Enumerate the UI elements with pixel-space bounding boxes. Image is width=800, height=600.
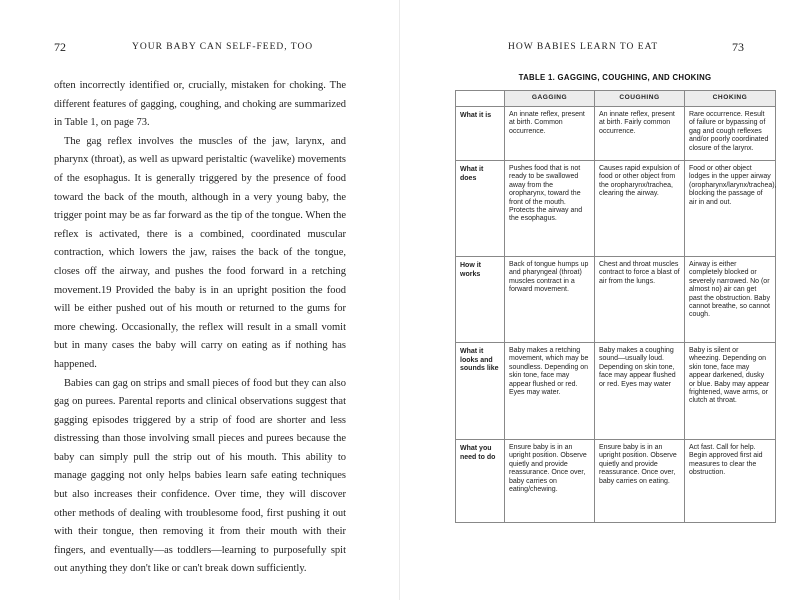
table-cell: Baby makes a coughing sound—usually loud. Depending on skin tone, face may appear flushed or red. Eyes may water <box>595 343 685 440</box>
row-header: What you need to do <box>456 440 505 523</box>
table-row <box>456 257 776 343</box>
table-cell: Baby makes a retching movement, which may be soundless. Depending on skin tone, face may appear flushed or red. Eyes may water. <box>505 343 595 440</box>
table-cell: Back of tongue humps up and pharyngeal (throat) muscles contract in a forward movement. <box>505 257 595 343</box>
row-header: What it is <box>456 107 505 161</box>
left-page-number: 72 <box>54 40 66 54</box>
table-header-row <box>456 91 776 107</box>
right-running-head: HOW BABIES LEARN TO EAT <box>508 42 659 52</box>
table-cell: Ensure baby is in an upright position. Observe quietly and provide reassurance. Once over, baby carries on eating. <box>595 440 685 523</box>
row-header: How it works <box>456 257 505 343</box>
column-header-coughing: COUGHING <box>595 91 685 107</box>
body-text <box>54 77 346 579</box>
table-row <box>456 440 776 523</box>
table-cell: Chest and throat muscles contract to force a blast of air from the lungs. <box>595 257 685 343</box>
table-title: TABLE 1. GAGGING, COUGHING, AND CHOKING <box>518 73 712 82</box>
column-header-choking: CHOKING <box>685 91 776 107</box>
table-row <box>456 343 776 440</box>
paragraph: often incorrectly identified or, crucially, mistaken for choking. The different features of gagging, coughing, and choking are summarized in Table 1, on page 73. <box>54 80 346 129</box>
table-cell: Causes rapid expulsion of food or other object from the oropharynx/trachea, clearing the airway. <box>595 161 685 257</box>
table-row <box>456 107 776 161</box>
row-header: What it does <box>456 161 505 257</box>
comparison-table <box>455 90 776 523</box>
table-cell: Food or other object lodges in the upper airway (oropharynx/larynx/trachea), blocking the passage of air in and out. <box>685 161 776 257</box>
table-row <box>456 161 776 257</box>
table-cell: An innate reflex, present at birth. Fairly common occurrence. <box>595 107 685 161</box>
right-page-number: 73 <box>732 40 744 54</box>
table-cell: Act fast. Call for help. Begin approved first aid measures to clear the obstruction. <box>685 440 776 523</box>
row-header: What it looks and sounds like <box>456 343 505 440</box>
table-cell: Ensure baby is in an upright position. Observe quietly and provide reassurance. Once over, baby carries on eating/chewing. <box>505 440 595 523</box>
paragraph: The gag reflex involves the muscles of the jaw, larynx, and pharynx (throat), as well as upward peristaltic (wavelike) movements of the esophagus. It is generally triggered by the presence of food toward the back of the mouth, although in a very young baby, the trigger point may be as far forward as the tip of the tongue. When the reflex is activated, there is a combined, coordinated muscular contraction, which lowers the jaw, raises the back of the tongue, closes off the airway, and pushes the food forward in a retching movement.19 Provided the baby is in an upright position the food will be either pushed out of his mouth or returned to the gums for more chewing. Occasionally, the reflex will result in a small vomit but in many cases the baby will carry on eating as if nothing has happened. <box>54 135 346 370</box>
table-cell: Baby is silent or wheezing. Depending on skin tone, face may appear darkened, dusky or blue. Baby may appear frightened, wave arms, or clutch at throat. <box>685 343 776 440</box>
paragraph: Babies can gag on strips and small pieces of food but they can also gag on purees. Parental reports and clinical observations suggest that gagging episodes triggered by a strip of food are shorter and less distressing than those involving small pieces and purees because the baby can simply pull the strip out of his mouth. This ability to manage gagging not only helps babies learn safe eating techniques but also increases their confidence. Over time, they will discover other methods of dealing with troublesome food, first pushing it out with their tongue, then removing it from their mouth with their fingers, and eventually—as toddlers—learning to purposefully spit out anything they don't like or can't break down sufficiently. <box>54 377 346 575</box>
table-cell: Airway is either completely blocked or severely narrowed. No (or almost no) air can get past the obstruction. Baby cannot breathe, so cannot cough. <box>685 257 776 343</box>
table-cell: Rare occurrence. Result of failure or bypassing of gag and cough reflexes and/or poorly coordinated closure of the larynx. <box>685 107 776 161</box>
table-cell: An innate reflex, present at birth. Common occurrence. <box>505 107 595 161</box>
table-cell: Pushes food that is not ready to be swallowed away from the oropharynx, toward the front of the mouth. Protects the airway and the esophagus. <box>505 161 595 257</box>
column-header-gagging: GAGGING <box>505 91 595 107</box>
left-running-head: YOUR BABY CAN SELF-FEED, TOO <box>132 42 314 52</box>
table-corner-cell <box>456 91 505 107</box>
